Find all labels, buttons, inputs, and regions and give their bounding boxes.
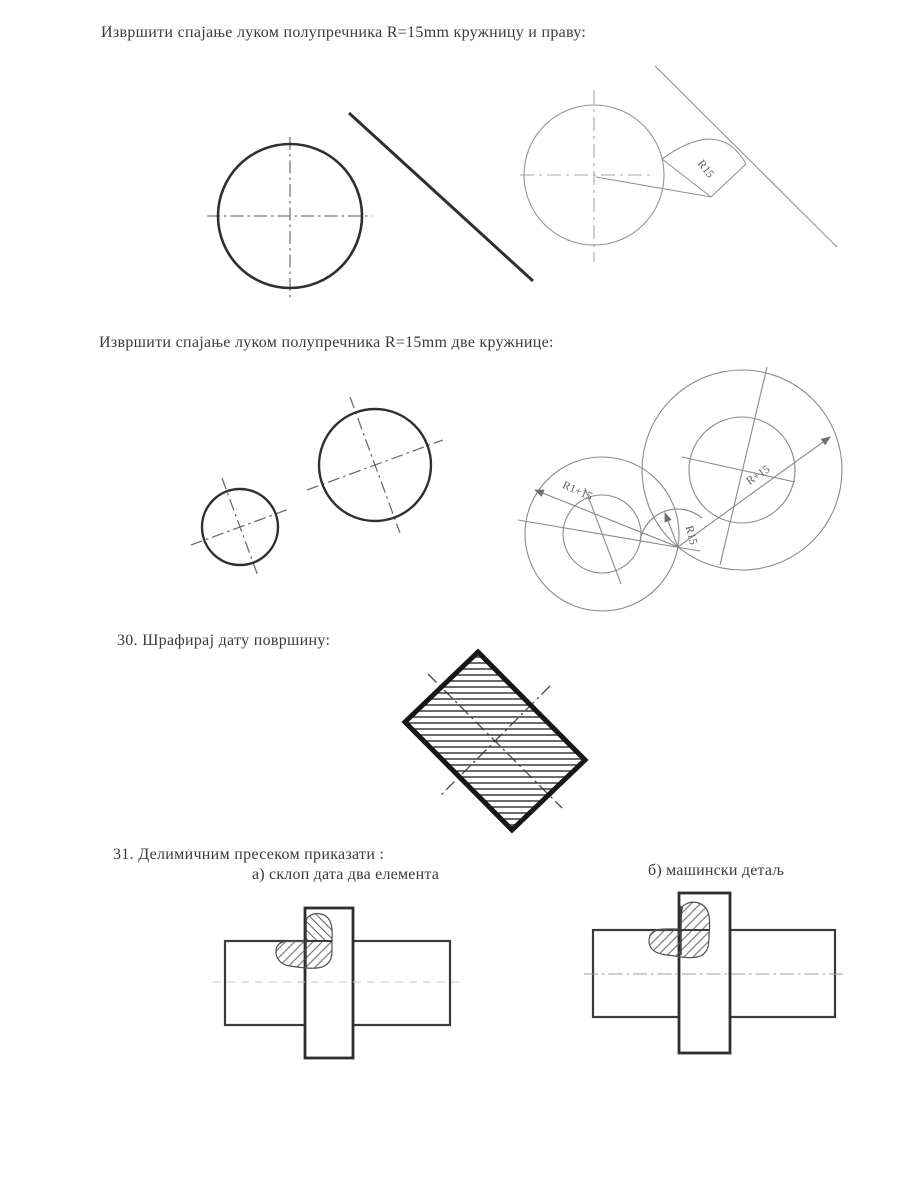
solution-small-centerline bbox=[585, 488, 621, 584]
fillet-radius-line-right bbox=[711, 164, 746, 197]
figure-join-circle-and-line bbox=[0, 60, 918, 330]
broken-out-section-shaft-a bbox=[276, 941, 332, 968]
broken-out-section-pin-a bbox=[306, 914, 332, 941]
figure-partial-sections bbox=[0, 885, 918, 1075]
exercise31-item-b-label: б) машински детаљ bbox=[648, 862, 785, 879]
exercise31-item-a-label: а) склоп дата два елемента bbox=[252, 866, 440, 883]
given-line bbox=[349, 113, 533, 281]
figure-hatched-surface bbox=[380, 640, 610, 850]
radius-arrow-fillet bbox=[665, 513, 678, 547]
radius-label-large-plus: R+15 bbox=[744, 463, 773, 488]
exercise2-heading: Извршити спајање луком полупречника R=15mm две кружнице: bbox=[99, 334, 554, 351]
solution-tangent-line bbox=[655, 66, 837, 247]
center-to-arc-line bbox=[596, 177, 711, 197]
radius-label-fillet: R15 bbox=[682, 524, 700, 547]
exercise31-heading: 31. Делимичним пресеком приказати : bbox=[113, 846, 385, 863]
exercise30-heading: 30. Шрафирај дату површину: bbox=[117, 632, 331, 649]
centers-connection-line bbox=[518, 520, 700, 551]
section-a-assembly bbox=[213, 908, 463, 1058]
section-b-detail bbox=[584, 893, 844, 1053]
figure-join-two-circles bbox=[0, 365, 918, 620]
radius-arrow-small-plus bbox=[535, 490, 678, 547]
exercise1-heading: Извршити спајање луком полупречника R=15mm кружницу и праву: bbox=[101, 24, 587, 41]
fillet-radius-label: R15 bbox=[694, 157, 716, 181]
small-circle-centerline-b bbox=[222, 478, 258, 576]
radius-arrow-large-plus bbox=[678, 437, 830, 547]
solution-large-centerline-shallow bbox=[682, 457, 795, 482]
large-circle-centerline-b bbox=[350, 397, 400, 533]
radius-label-small-plus: R1+15 bbox=[560, 479, 595, 504]
